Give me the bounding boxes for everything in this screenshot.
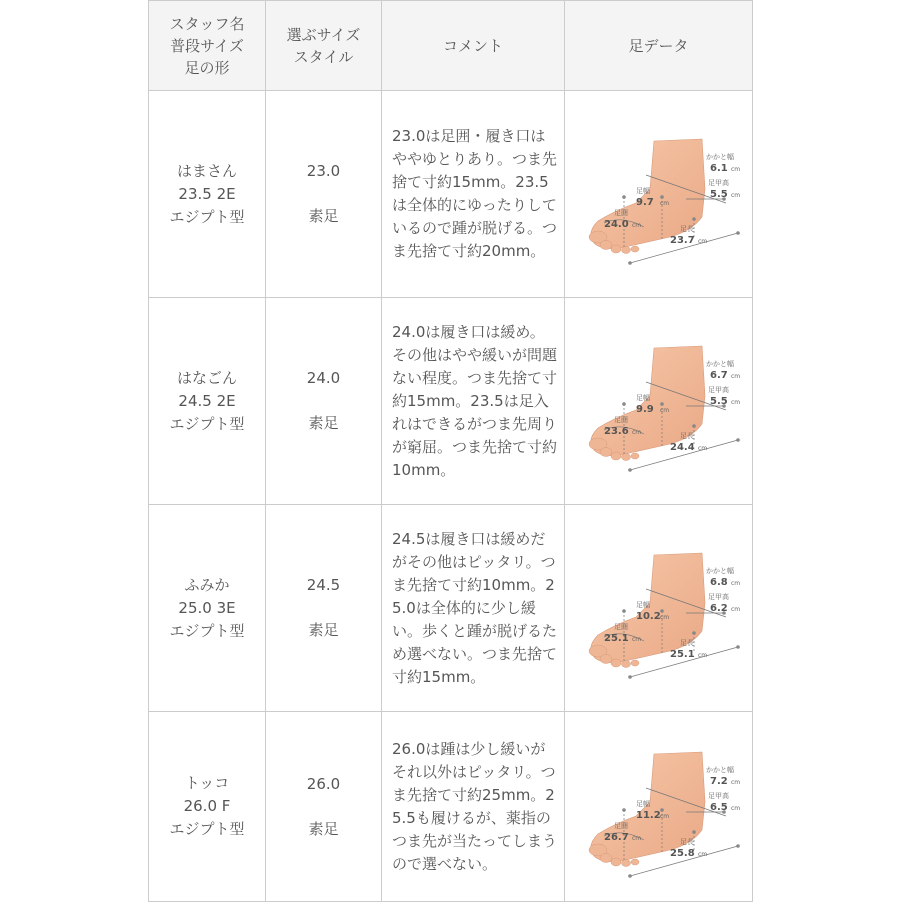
header-foot-data: 足データ — [565, 1, 753, 91]
label-instep: 足甲高 — [707, 179, 729, 187]
chosen-size: 26.0 — [306, 774, 341, 793]
unit-length: cm — [697, 850, 707, 858]
toe — [621, 661, 630, 668]
unit-length: cm — [697, 652, 707, 659]
value-length: 25.8 — [669, 847, 695, 859]
unit-length: cm — [697, 445, 707, 452]
label-width: 足幅 — [635, 601, 650, 609]
comment-cell: 24.5は履き口は緩めだがその他はピッタリ。つま先捨て寸約10mm。25.0は全体的に少し緩い。歩くと踵が脱げるため選べない。つま先捨て寸約15mm。 — [382, 505, 565, 712]
unit-instep: cm — [730, 192, 740, 199]
toe — [631, 453, 639, 459]
value-girth: 26.7 — [603, 831, 629, 843]
comment-cell: 26.0は踵は少し緩いがそれ以外はピッタリ。つま先捨て寸約25mm。25.5も履けるが、薬指のつま先が当たってしまうので選べない。 — [382, 712, 565, 902]
unit-width: cm — [659, 200, 669, 207]
value-instep: 5.5 — [709, 396, 728, 407]
chosen-size-cell — [266, 505, 382, 712]
foot-shape: エジプト型 — [169, 621, 245, 640]
toe — [600, 448, 612, 457]
value-instep: 5.5 — [709, 189, 728, 200]
label-length: 足長 — [679, 225, 694, 233]
style: 素足 — [308, 621, 339, 639]
foot-diagram — [574, 326, 744, 476]
foot-data-cell — [565, 712, 753, 902]
toe — [600, 655, 612, 664]
foot-shape: エジプト型 — [169, 414, 245, 433]
staff-name: トッコ — [184, 774, 230, 792]
unit-instep: cm — [730, 804, 740, 812]
staff-cell — [149, 298, 266, 505]
table-row — [149, 712, 753, 902]
table-row — [149, 505, 753, 712]
toe — [611, 245, 621, 253]
header-comment: コメント — [382, 1, 565, 91]
value-girth: 24.0 — [603, 219, 629, 230]
foot-diagram — [574, 732, 744, 882]
toe — [621, 247, 630, 254]
value-heel-width: 6.8 — [709, 577, 728, 588]
style: 素足 — [308, 414, 339, 432]
usual-size: 26.0 F — [183, 797, 231, 815]
toe — [621, 859, 630, 866]
style: 素足 — [308, 207, 339, 225]
unit-heel-width: cm — [730, 166, 740, 173]
foot-diagram — [574, 533, 744, 683]
toe — [611, 452, 621, 460]
value-width: 9.7 — [635, 197, 654, 208]
style: 素足 — [308, 819, 339, 838]
toe — [631, 246, 639, 252]
label-length: 足長 — [679, 837, 694, 846]
staff-name: はなごん — [176, 368, 237, 387]
value-heel-width: 7.2 — [709, 775, 728, 787]
chosen-size-cell — [266, 298, 382, 505]
unit-girth: cm — [631, 222, 641, 229]
label-width: 足幅 — [635, 187, 650, 195]
label-heel-width: かかと幅 — [705, 765, 734, 774]
comment-cell: 23.0は足囲・履き口はややゆとりあり。つま先捨て寸約15mm。23.5は全体的にゆったりしているので踵が脱げる。つま先捨て寸約20mm。 — [382, 91, 565, 298]
unit-heel-width: cm — [730, 373, 740, 380]
label-length: 足長 — [679, 639, 694, 647]
value-girth: 25.1 — [603, 633, 629, 644]
value-instep: 6.2 — [709, 603, 728, 614]
label-heel-width: かかと幅 — [705, 360, 734, 368]
unit-width: cm — [659, 407, 669, 414]
header-row — [149, 1, 753, 91]
foot-shape: エジプト型 — [169, 207, 245, 226]
toe — [600, 853, 612, 862]
label-width: 足幅 — [635, 799, 650, 808]
unit-heel-width: cm — [730, 580, 740, 587]
value-heel-width: 6.1 — [709, 163, 728, 174]
usual-size: 23.5 2E — [178, 184, 236, 203]
toe — [611, 858, 621, 866]
usual-size: 25.0 3E — [178, 598, 236, 617]
label-instep: 足甲高 — [707, 386, 729, 394]
unit-instep: cm — [730, 606, 740, 613]
value-width: 11.2 — [635, 809, 661, 821]
toe — [600, 241, 612, 250]
header-staff: スタッフ名 普段サイズ 足の形 — [149, 1, 266, 91]
value-length: 25.1 — [669, 649, 695, 660]
toe — [631, 660, 639, 666]
label-heel-width: かかと幅 — [705, 153, 734, 161]
toe — [611, 659, 621, 667]
unit-girth: cm — [631, 429, 641, 436]
value-width: 10.2 — [635, 611, 661, 622]
value-girth: 23.6 — [603, 426, 629, 437]
usual-size: 24.5 2E — [178, 391, 236, 410]
toe — [631, 859, 639, 865]
table-row — [149, 91, 753, 298]
label-instep: 足甲高 — [707, 593, 729, 601]
unit-girth: cm — [631, 834, 641, 842]
header-size: 選ぶサイズ スタイル — [266, 1, 382, 91]
comment-cell: 24.0は履き口は緩め。その他はやや緩いが問題ない程度。つま先捨て寸約15mm。23.5は足入れはできるがつま先周りが窮屈。つま先捨て寸約10mm。 — [382, 298, 565, 505]
value-length: 24.4 — [669, 442, 695, 453]
label-instep: 足甲高 — [707, 791, 729, 800]
foot-diagram — [574, 119, 744, 269]
label-girth: 足囲 — [613, 416, 628, 424]
chosen-size: 24.0 — [306, 369, 341, 387]
toe — [621, 454, 630, 461]
staff-cell — [149, 712, 266, 902]
staff-name: ふみか — [184, 575, 230, 594]
unit-instep: cm — [730, 399, 740, 406]
label-girth: 足囲 — [613, 623, 628, 631]
staff-name: はまさん — [176, 161, 237, 180]
label-width: 足幅 — [635, 394, 650, 402]
table-row — [149, 298, 753, 505]
unit-heel-width: cm — [730, 778, 740, 786]
foot-data-cell — [565, 505, 753, 712]
value-heel-width: 6.7 — [709, 370, 728, 381]
value-length: 23.7 — [669, 235, 695, 246]
chosen-size-cell — [266, 712, 382, 902]
staff-cell — [149, 91, 266, 298]
unit-width: cm — [659, 812, 669, 820]
unit-girth: cm — [631, 636, 641, 643]
chosen-size-cell — [266, 91, 382, 298]
label-length: 足長 — [679, 432, 694, 440]
label-girth: 足囲 — [613, 821, 628, 830]
value-width: 9.9 — [635, 404, 654, 415]
foot-shape: エジプト型 — [169, 820, 245, 838]
foot-data-cell — [565, 298, 753, 505]
size-comparison-table — [148, 0, 753, 902]
chosen-size: 24.5 — [306, 576, 341, 594]
unit-width: cm — [659, 614, 669, 621]
label-girth: 足囲 — [613, 209, 628, 217]
unit-length: cm — [697, 238, 707, 245]
value-instep: 6.5 — [709, 801, 728, 813]
staff-cell — [149, 505, 266, 712]
foot-data-cell — [565, 91, 753, 298]
chosen-size: 23.0 — [306, 162, 341, 180]
label-heel-width: かかと幅 — [705, 567, 734, 575]
